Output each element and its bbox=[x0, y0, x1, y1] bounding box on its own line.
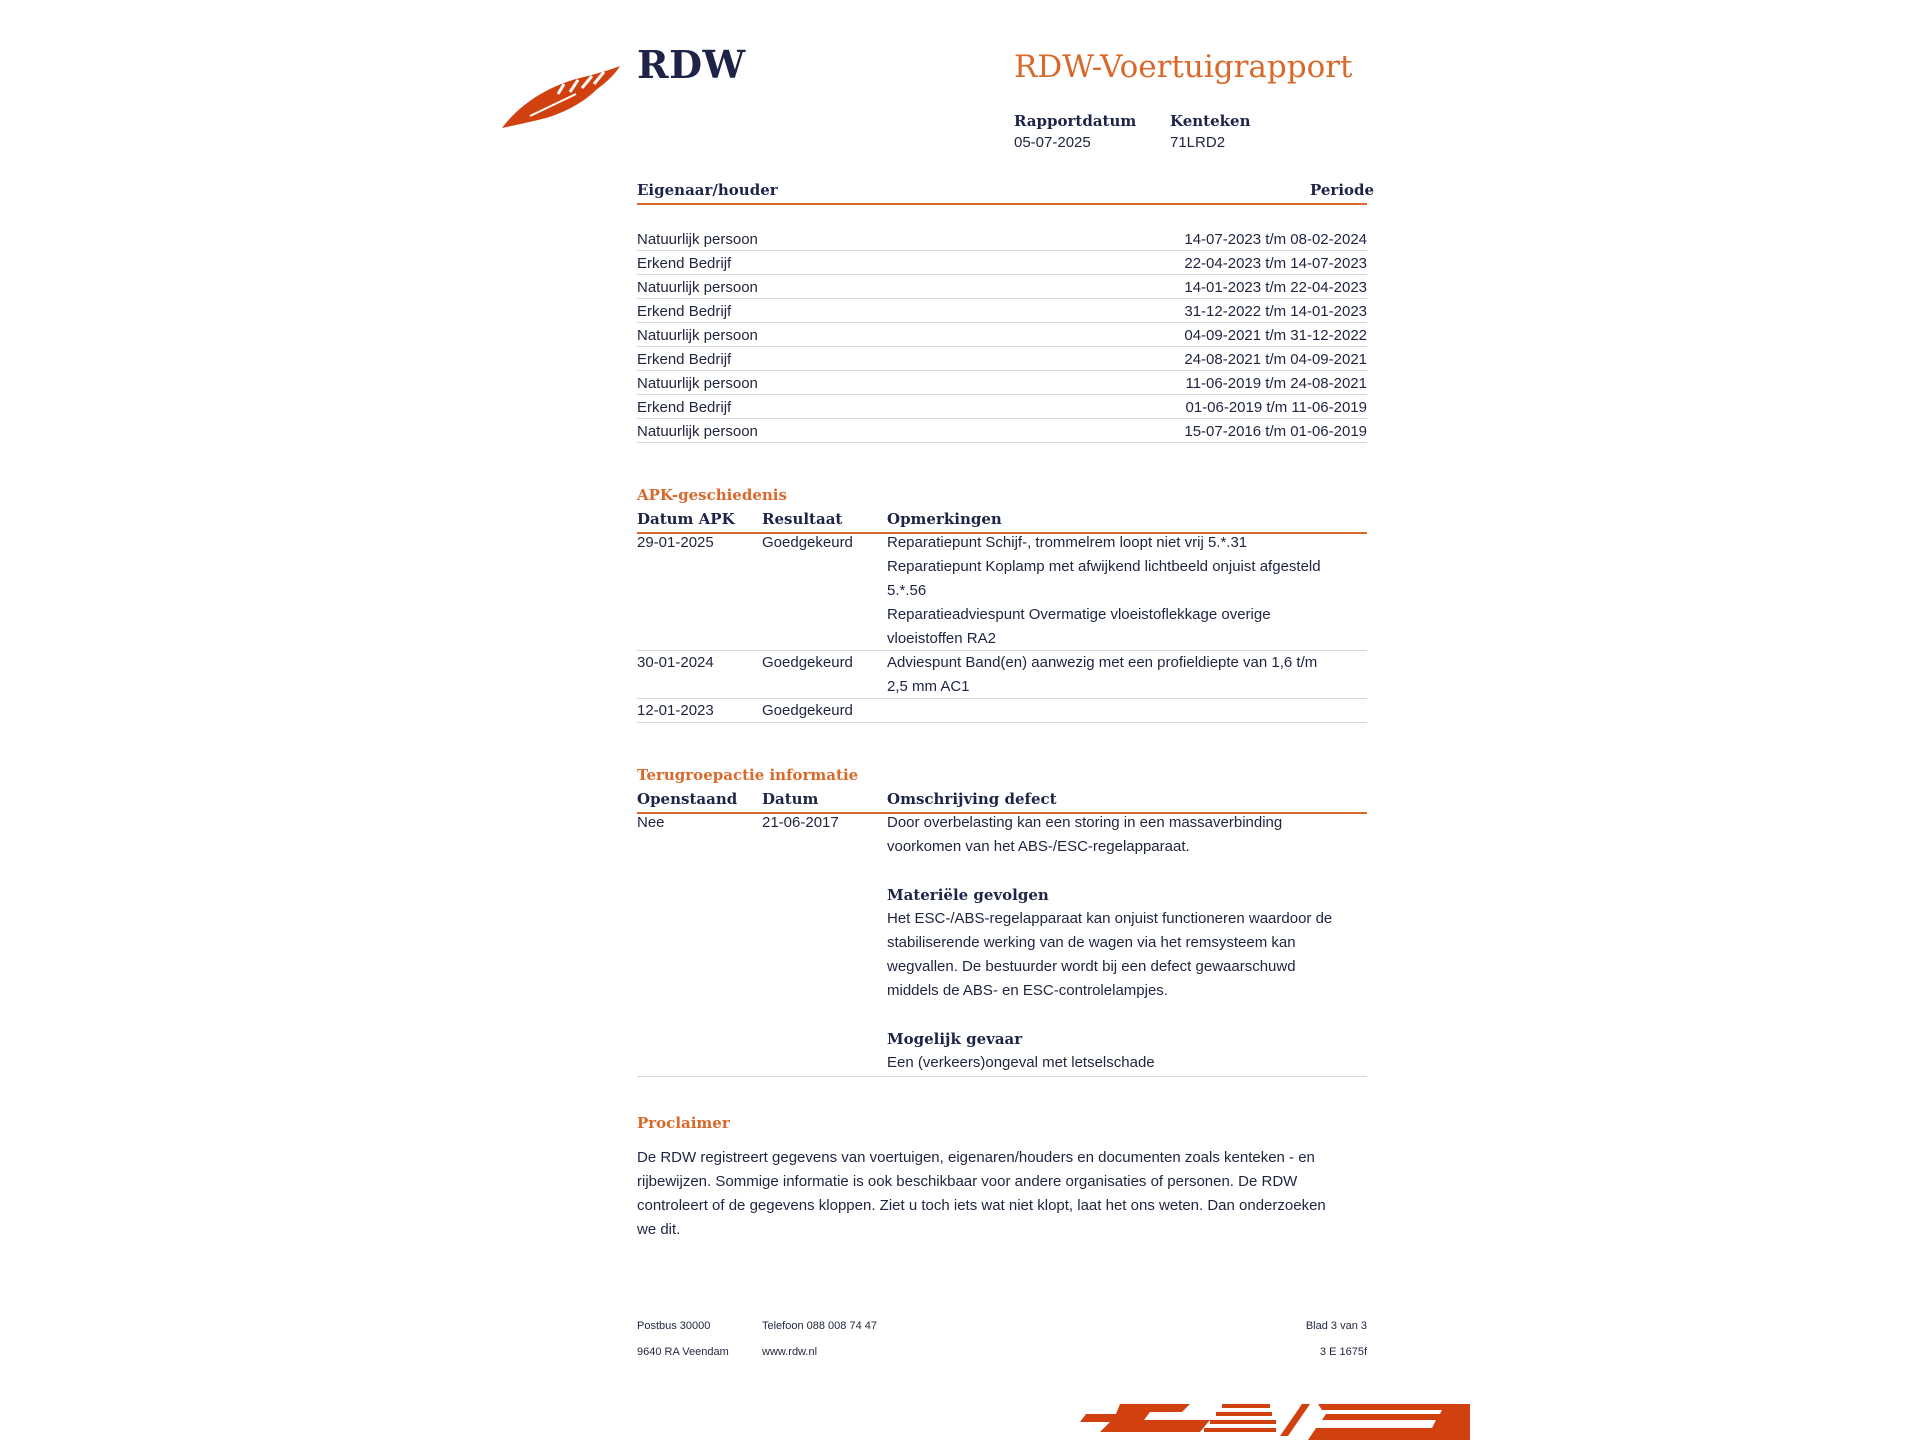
apk-result: Goedgekeurd bbox=[762, 702, 853, 719]
apk-remarks-header: Opmerkingen bbox=[887, 510, 1002, 528]
apk-remark-line: Adviespunt Band(en) aanwezig met een profieldiepte van 1,6 t/m bbox=[887, 654, 1318, 671]
rdw-feather-logo bbox=[500, 64, 622, 130]
owner-period: 15-07-2016 t/m 01-06-2019 bbox=[1184, 423, 1367, 440]
apk-date: 12-01-2023 bbox=[637, 702, 714, 719]
report-date-label: Rapportdatum bbox=[1014, 112, 1137, 130]
apk-remark-line: 5.*.56 bbox=[887, 582, 927, 599]
owner-row bbox=[637, 299, 1367, 323]
row-divider bbox=[637, 442, 1367, 443]
owner-type: Natuurlijk persoon bbox=[637, 279, 758, 296]
row-divider bbox=[637, 698, 1367, 699]
footer-phone: Telefoon 088 008 74 47 bbox=[762, 1320, 877, 1332]
period-column-header: Periode bbox=[1310, 181, 1375, 199]
footer-doc-code: 3 E 1675f bbox=[1319, 1346, 1367, 1358]
owner-period: 14-01-2023 t/m 22-04-2023 bbox=[1184, 279, 1367, 296]
row-divider bbox=[637, 722, 1367, 723]
apk-date-header: Datum APK bbox=[637, 510, 735, 528]
owner-row bbox=[637, 395, 1367, 419]
brand-name: RDW bbox=[637, 42, 746, 87]
recall-bottom-rule bbox=[637, 1076, 1367, 1077]
owner-period: 04-09-2021 t/m 31-12-2022 bbox=[1184, 327, 1367, 344]
plate-label: Kenteken bbox=[1170, 112, 1251, 130]
consequences-line: stabiliserende werking van de wagen via het remsysteem kan bbox=[887, 934, 1296, 951]
owner-row bbox=[637, 419, 1367, 443]
license-plate: 71LRD2 bbox=[1170, 134, 1226, 151]
apk-date: 29-01-2025 bbox=[637, 534, 714, 551]
danger-text: Een (verkeers)ongeval met letselschade bbox=[887, 1054, 1155, 1071]
consequences-line: Het ESC-/ABS-regelapparaat kan onjuist functioneren waardoor de bbox=[887, 910, 1333, 927]
owner-period: 14-07-2023 t/m 08-02-2024 bbox=[1184, 231, 1367, 248]
apk-result: Goedgekeurd bbox=[762, 534, 853, 551]
footer-page-number: Blad 3 van 3 bbox=[1305, 1320, 1367, 1332]
danger-heading: Mogelijk gevaar bbox=[887, 1030, 1023, 1048]
consequences-line: wegvallen. De bestuurder wordt bij een defect gewaarschuwd bbox=[887, 958, 1296, 975]
owner-type: Erkend Bedrijf bbox=[637, 303, 732, 320]
apk-result-header: Resultaat bbox=[762, 510, 843, 528]
owner-period: 31-12-2022 t/m 14-01-2023 bbox=[1184, 303, 1367, 320]
owner-row bbox=[637, 251, 1367, 275]
recall-open-header: Openstaand bbox=[637, 790, 738, 808]
consequences-heading: Materiële gevolgen bbox=[887, 886, 1049, 904]
apk-result: Goedgekeurd bbox=[762, 654, 853, 671]
apk-date: 30-01-2024 bbox=[637, 654, 714, 671]
apk-section-title: APK-geschiedenis bbox=[637, 486, 787, 504]
recall-section-title: Terugroepactie informatie bbox=[637, 766, 859, 784]
footer-website[interactable]: www.rdw.nl bbox=[762, 1346, 818, 1358]
report-date: 05-07-2025 bbox=[1014, 134, 1091, 151]
owner-type: Natuurlijk persoon bbox=[637, 423, 758, 440]
owner-period: 01-06-2019 t/m 11-06-2019 bbox=[1185, 399, 1367, 416]
apk-remark-line: 2,5 mm AC1 bbox=[887, 678, 970, 695]
apk-remark-line: Reparatiepunt Koplamp met afwijkend lichtbeeld onjuist afgesteld bbox=[887, 558, 1321, 575]
apk-remark-line: vloeistoffen RA2 bbox=[887, 630, 996, 647]
owner-type: Natuurlijk persoon bbox=[637, 231, 758, 248]
disclaimer-line: controleert of de gegevens kloppen. Ziet u toch iets wat niet klopt, laat het ons weten. Dan onderzoeken bbox=[637, 1197, 1326, 1214]
owner-type: Erkend Bedrijf bbox=[637, 255, 732, 272]
disclaimer-title: Proclaimer bbox=[637, 1114, 730, 1132]
owner-type: Natuurlijk persoon bbox=[637, 327, 758, 344]
recall-description bbox=[887, 811, 1367, 1075]
owner-row bbox=[637, 323, 1367, 347]
footer-address-2: 9640 RA Veendam bbox=[637, 1346, 729, 1358]
owner-row bbox=[637, 347, 1367, 371]
owner-period: 22-04-2023 t/m 14-07-2023 bbox=[1184, 255, 1367, 272]
owners-header-rule bbox=[637, 203, 1367, 205]
owner-period: 11-06-2019 t/m 24-08-2021 bbox=[1185, 375, 1367, 392]
recall-date-value: 21-06-2017 bbox=[762, 814, 839, 831]
owner-column-header: Eigenaar/houder bbox=[637, 181, 778, 199]
report-title: RDW-Voertuigrapport bbox=[1014, 49, 1353, 85]
recall-desc-line: voorkomen van het ABS-/ESC-regelapparaat. bbox=[887, 838, 1190, 855]
disclaimer-line: De RDW registreert gegevens van voertuigen, eigenaren/houders en documenten zoals kenteken - en bbox=[637, 1149, 1315, 1166]
owner-type: Natuurlijk persoon bbox=[637, 375, 758, 392]
recall-date-header: Datum bbox=[762, 790, 819, 808]
owner-type: Erkend Bedrijf bbox=[637, 399, 732, 416]
recall-desc-header: Omschrijving defect bbox=[887, 790, 1057, 808]
disclaimer-line: we dit. bbox=[637, 1221, 681, 1238]
disclaimer-line: rijbewijzen. Sommige informatie is ook beschikbaar voor andere organisaties of personen. De RDW bbox=[637, 1173, 1298, 1190]
apk-remark-line: Reparatieadviespunt Overmatige vloeistoflekkage overige bbox=[887, 606, 1271, 623]
consequences-line: middels de ABS- en ESC-controlelampjes. bbox=[887, 982, 1168, 999]
owner-type: Erkend Bedrijf bbox=[637, 351, 732, 368]
owner-row bbox=[637, 275, 1367, 299]
owner-row bbox=[637, 371, 1367, 395]
owner-period: 24-08-2021 t/m 04-09-2021 bbox=[1184, 351, 1367, 368]
disclaimer-body bbox=[637, 1146, 1377, 1242]
recall-desc-line: Door overbelasting kan een storing in een massaverbinding bbox=[887, 814, 1283, 831]
recall-open-value: Nee bbox=[637, 814, 665, 831]
decorative-stripes bbox=[1040, 1400, 1470, 1440]
apk-remark-line: Reparatiepunt Schijf-, trommelrem loopt niet vrij 5.*.31 bbox=[887, 534, 1248, 551]
owner-row bbox=[637, 227, 1367, 251]
footer-address-1: Postbus 30000 bbox=[637, 1320, 711, 1332]
